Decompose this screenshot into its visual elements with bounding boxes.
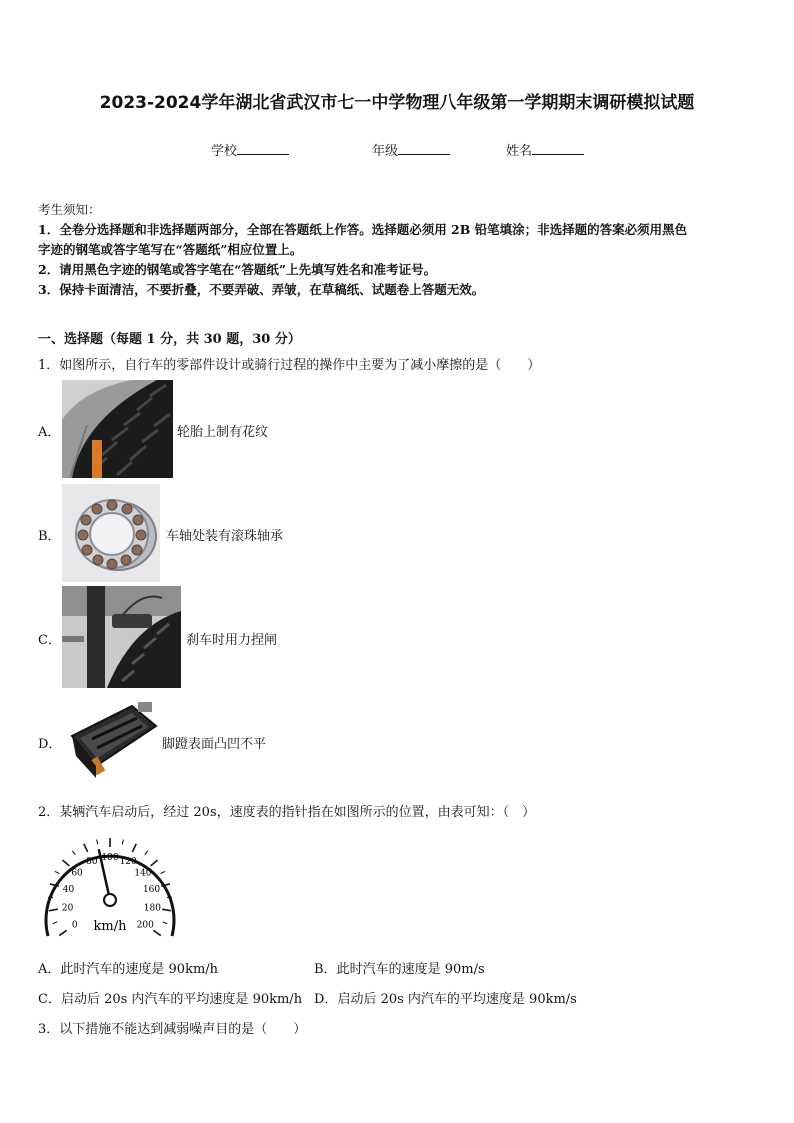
gauge-tick-label: 160 (142, 884, 161, 895)
school-field (211, 140, 289, 159)
q2-option-c[interactable] (38, 988, 302, 1007)
gauge-major-tick (151, 860, 158, 866)
gauge-tick-label: 100 (101, 853, 119, 863)
q2-option-d-text: 启动后 20s 内汽车的平均速度是 90km/s (337, 992, 577, 1007)
school-blank[interactable] (237, 142, 289, 155)
q1-option-d-label[interactable]: D． (38, 737, 62, 752)
q2-option-d[interactable] (314, 988, 577, 1007)
gauge-tick-label: 40 (62, 884, 75, 895)
gauge-major-tick (59, 930, 66, 935)
notice-heading: 考生须知： (38, 202, 101, 217)
page-title: 2023-2024学年湖北省武汉市七一中学物理八年级第一学期期末调研模拟试题 (99, 93, 695, 113)
gauge-tick-label: 60 (71, 868, 83, 879)
q2-option-a[interactable] (38, 958, 218, 977)
bicycle-pedal-image (62, 696, 160, 784)
q1-option-a-text: 轮胎上制有花纹 (177, 425, 269, 440)
q1-option-c-label[interactable]: C． (38, 633, 61, 648)
gauge-minor-tick (97, 839, 98, 844)
gauge-major-tick (162, 909, 171, 911)
speed-unit-label: km/h (93, 919, 127, 934)
q1-option-d-text: 脚蹬表面凸凹不平 (162, 737, 267, 752)
question-3-stem: 3．以下措施不能达到减弱噪声目的是（ ） (38, 1022, 307, 1037)
q2-option-d-label: D． (314, 992, 338, 1007)
notice-item: 3．保持卡面清洁，不要折叠，不要弄破、弄皱，在草稿纸、试题卷上答题无效。 (38, 282, 485, 297)
gauge-tick-label: 20 (61, 903, 74, 914)
tire-tread-image (62, 380, 173, 478)
speedometer-figure (40, 832, 180, 942)
grade-label: 年级 (372, 144, 399, 159)
needle-hub (104, 894, 116, 906)
gauge-major-tick (132, 844, 136, 852)
gauge-minor-tick (122, 839, 123, 844)
bicycle-brake-image (62, 586, 181, 688)
gauge-major-tick (63, 860, 70, 866)
speedometer-gauge (40, 832, 180, 942)
section-heading: 一、选择题（每题 1 分，共 30 题，30 分） (38, 332, 301, 347)
name-label: 姓名 (506, 144, 533, 159)
gauge-minor-tick (72, 851, 75, 855)
notice-block (38, 200, 687, 300)
gauge-tick-label: 200 (136, 920, 154, 931)
q2-option-c-text: 启动后 20s 内汽车的平均速度是 90km/h (60, 992, 303, 1007)
question-2-stem: 2．某辆汽车启动后，经过 20s，速度表的指针指在如图所示的位置，由表可知：（ ） (38, 805, 536, 820)
gauge-tick-label: 120 (119, 857, 137, 868)
q1-option-b-label[interactable]: B． (38, 529, 61, 544)
gauge-minor-tick (145, 851, 148, 855)
notice-item: 字迹的钢笔或答字笔写在“答题纸”相应位置上。 (38, 242, 303, 257)
notice-item: 2．请用黑色字迹的钢笔或答字笔在“答题纸”上先填写姓名和准考证号。 (38, 262, 437, 277)
q1-option-c-text: 刹车时用力捏闸 (186, 633, 278, 648)
q2-option-b-label: B． (314, 962, 337, 977)
q2-option-b-text: 此时汽车的速度是 90m/s (336, 962, 485, 977)
ball-bearing-image (62, 484, 160, 582)
gauge-minor-tick (53, 922, 58, 924)
gauge-major-tick (153, 930, 160, 935)
gauge-major-tick (49, 909, 58, 911)
gauge-tick-label: 140 (134, 868, 152, 879)
grade-field (372, 140, 450, 159)
name-field (506, 140, 584, 159)
q2-option-c-label: C． (38, 992, 61, 1007)
name-blank[interactable] (532, 142, 584, 155)
grade-blank[interactable] (398, 142, 450, 155)
gauge-tick-label: 0 (71, 920, 78, 931)
q1-option-b-text: 车轴处装有滚珠轴承 (166, 529, 284, 544)
gauge-major-tick (84, 844, 88, 852)
gauge-tick-label: 180 (143, 903, 161, 914)
q1-option-a-label[interactable]: A． (38, 425, 61, 440)
gauge-minor-tick (163, 922, 168, 924)
gauge-tick-label: 80 (86, 857, 98, 868)
question-1-stem: 1．如图所示，自行车的零部件设计或骑行过程的操作中主要为了减小摩擦的是（ ） (38, 358, 541, 373)
school-label: 学校 (211, 144, 238, 159)
gauge-minor-tick (55, 871, 59, 873)
q2-option-a-text: 此时汽车的速度是 90km/h (60, 962, 219, 977)
q2-option-b[interactable] (314, 958, 485, 977)
gauge-minor-tick (161, 871, 165, 873)
notice-item: 1．全卷分选择题和非选择题两部分，全部在答题纸上作答。选择题必须用 2B 铅笔填涂；非选择题的答案必须用黑色 (38, 222, 688, 237)
q2-option-a-label: A． (38, 962, 61, 977)
